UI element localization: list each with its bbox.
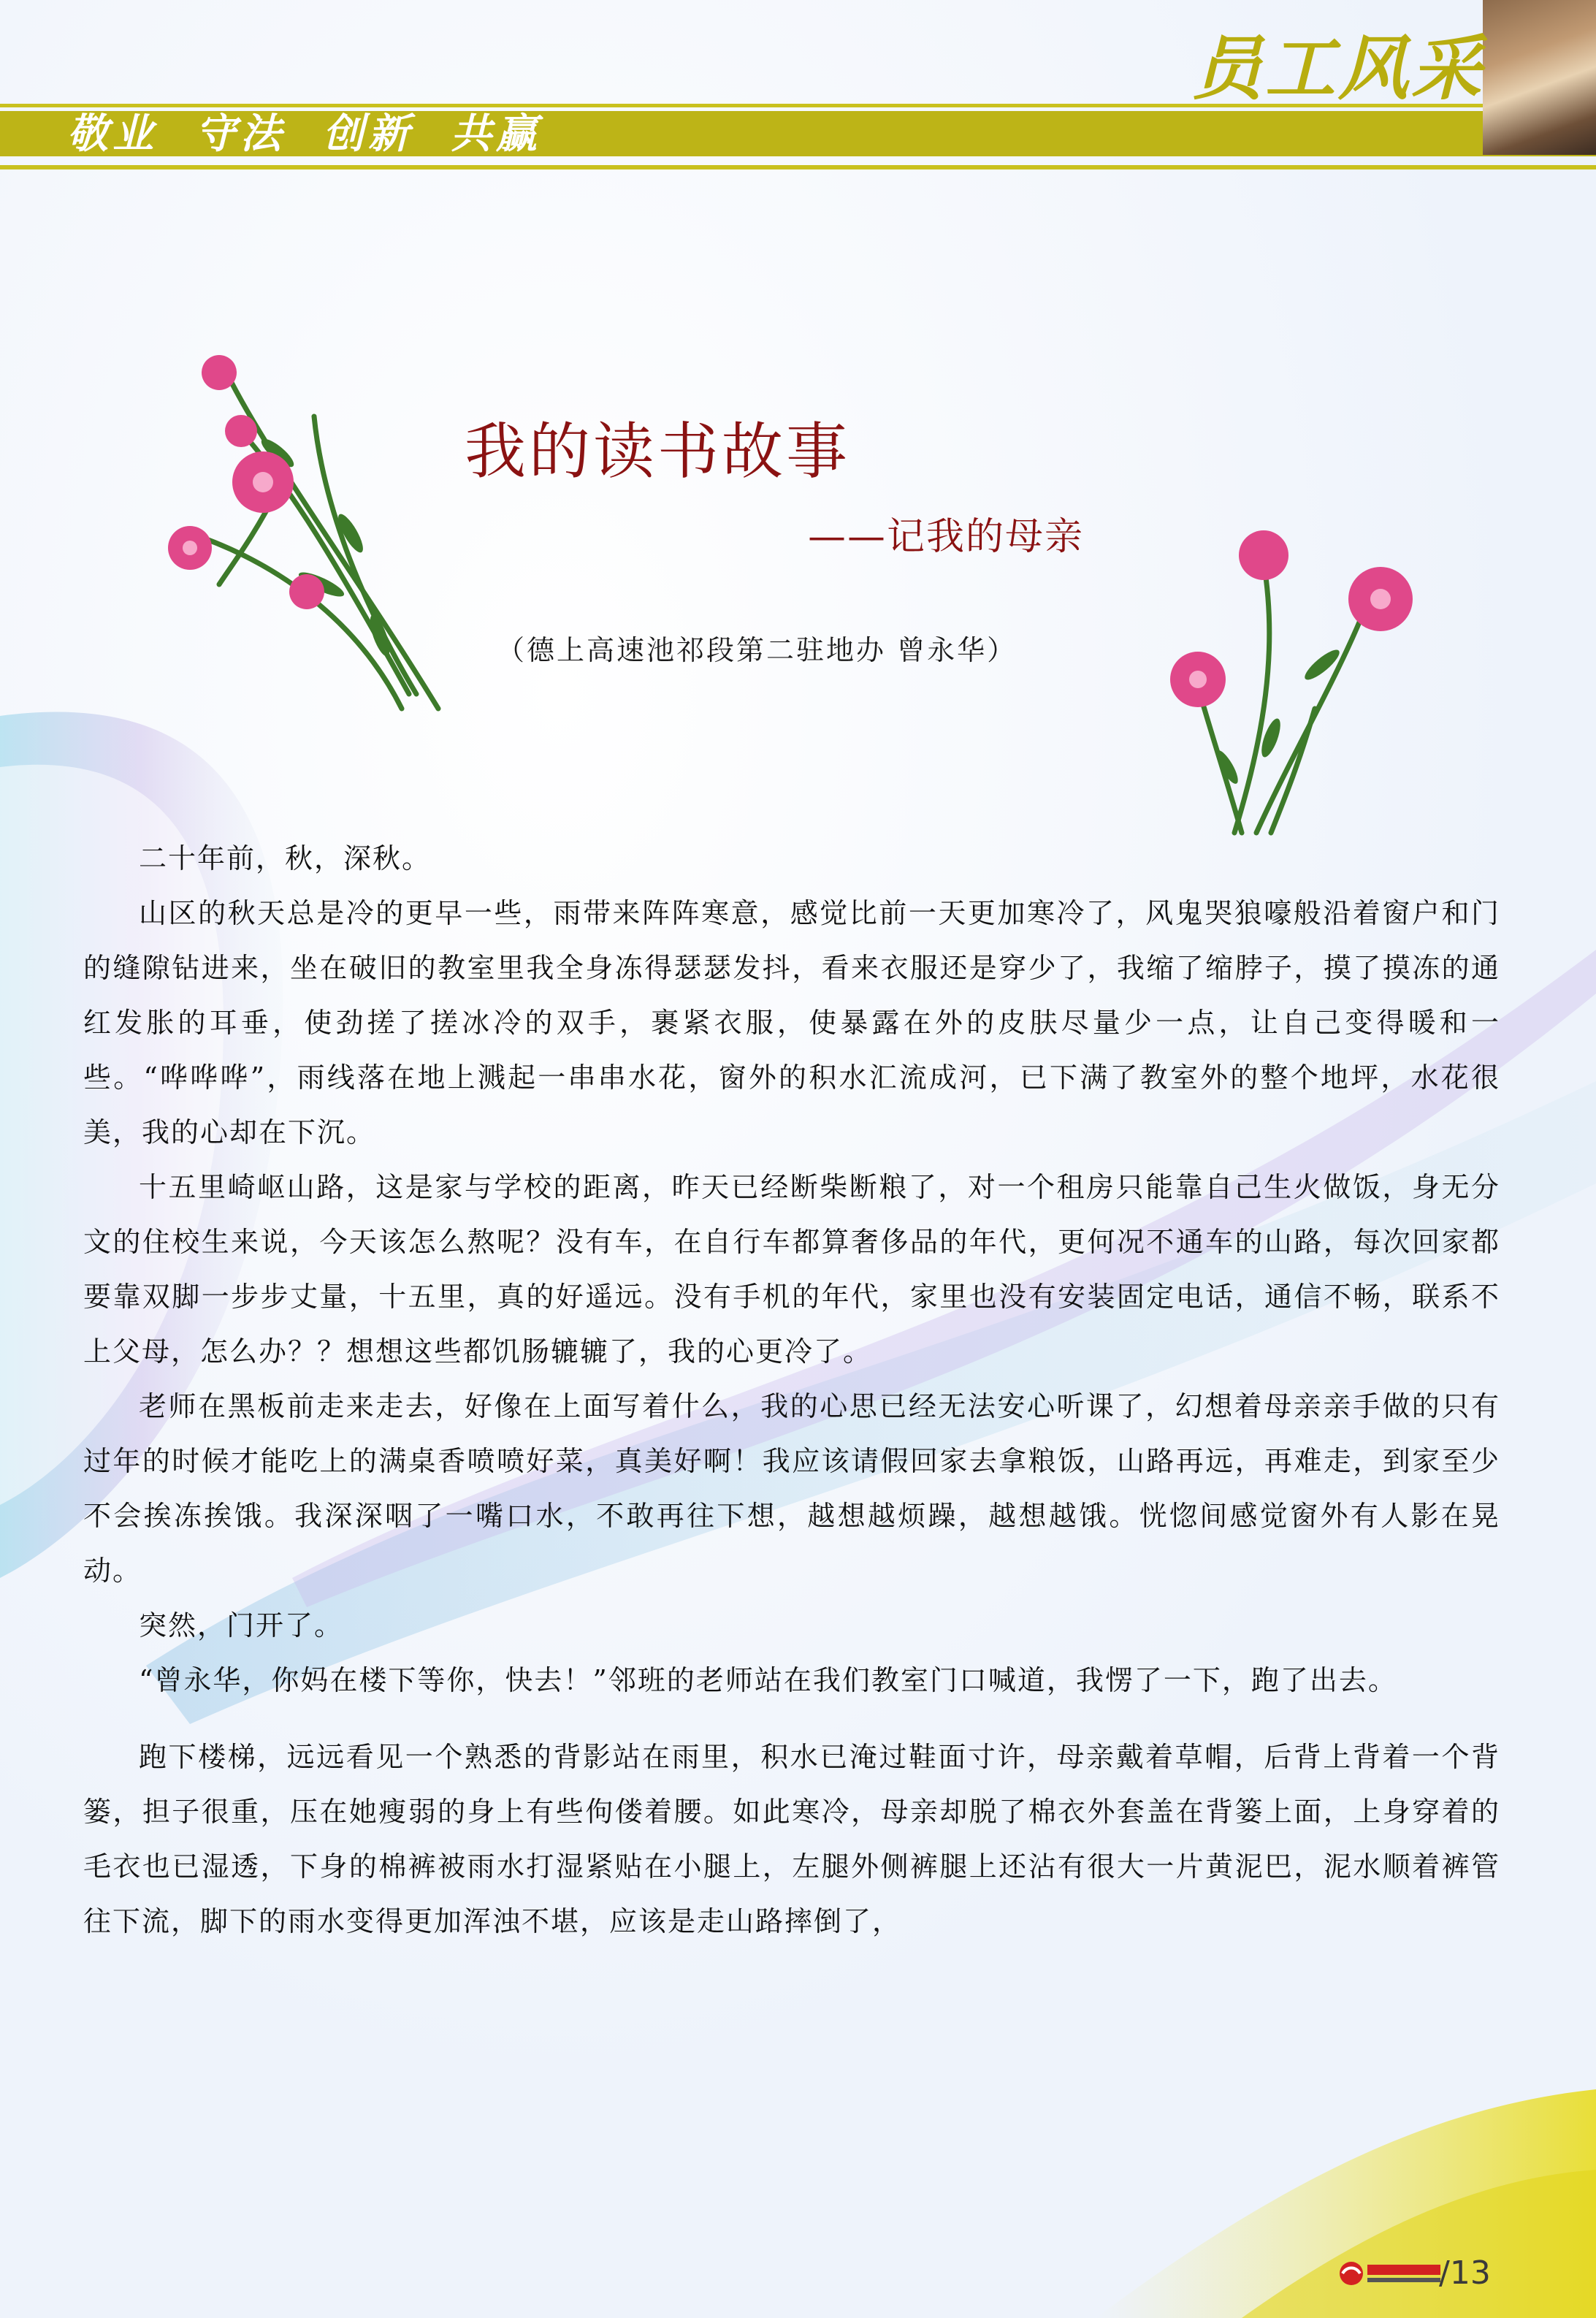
paragraph: 十五里崎岖山路，这是家与学校的距离，昨天已经断柴断粮了，对一个租房只能靠自己生火做饭，身无分文的住校生来说，今天该怎么熬呢？没有车，在自行车都算奢侈品的年代，更何况不通车的山路，每次回家都要靠双脚一步步丈量，十五里，真的好遥远。没有手机的年代，家里也没有安装固定电话，通信不畅，联系不上父母，怎么办？？想想这些都饥肠辘辘了，我的心更冷了。 bbox=[83, 1171, 1500, 1368]
publication-logo-icon bbox=[1337, 2257, 1446, 2290]
article-title: 我的读书故事 bbox=[465, 416, 851, 487]
author-byline: （德上高速池祁段第二驻地办 曾永华） bbox=[497, 634, 1017, 666]
section-title: 员工风采 bbox=[1192, 27, 1484, 110]
flower-illustration-right bbox=[1147, 519, 1454, 840]
paragraph: 突然，门开了。 bbox=[139, 1609, 344, 1642]
paragraph: 二十年前，秋，深秋。 bbox=[139, 842, 432, 874]
article-subtitle: ——记我的母亲 bbox=[808, 515, 1085, 559]
header-rule-bottom bbox=[0, 165, 1596, 169]
paragraph: 山区的秋天总是冷的更早一些，雨带来阵阵寒意，感觉比前一天更加寒冷了，风鬼哭狼嚎般沿着窗户和门的缝隙钻进来，坐在破旧的教室里我全身冻得瑟瑟发抖，看来衣服还是穿少了，我缩了缩脖子，摸了摸冻的通红发胀的耳垂，使劲搓了搓冰冷的双手，裹紧衣服，使暴露在外的皮肤尽量少一点，让自己变得暖和一些。“哗哗哗”，雨线落在地上溅起一串串水花，窗外的积水汇流成河，已下满了教室外的整个地坪，水花很美，我的心却在下沉。 bbox=[83, 897, 1500, 1148]
page-number: /13 bbox=[1439, 2254, 1491, 2292]
paragraph: 跑下楼梯，远远看见一个熟悉的背影站在雨里，积水已淹过鞋面寸许，母亲戴着草帽，后背上背着一个背篓，担子很重，压在她瘦弱的身上有些佝偻着腰。如此寒冷，母亲却脱了棉衣外套盖在背篓上面，上身穿着的毛衣也已湿透，下身的棉裤被雨水打湿紧贴在小腿上，左腿外侧裤腿上还沾有很大一片黄泥巴，泥水顺着裤管往下流，脚下的雨水变得更加浑浊不堪，应该是走山路摔倒了， bbox=[83, 1741, 1500, 1937]
article-body bbox=[83, 831, 1500, 1949]
paragraph: “曾永华，你妈在楼下等你，快去！”邻班的老师站在我们教室门口喊道，我愣了一下，跑了出去。 bbox=[139, 1664, 1397, 1696]
flower-illustration-left bbox=[168, 343, 475, 723]
paragraph: 老师在黑板前走来走去，好像在上面写着什么，我的心思已经无法安心听课了，幻想着母亲亲手做的只有过年的时候才能吃上的满桌香喷喷好菜，真美好啊！我应该请假回家去拿粮饭，山路再远，再难走，到家至少不会挨冻挨饿。我深深咽了一嘴口水，不敢再往下想，越想越烦躁，越想越饿。恍惚间感觉窗外有人影在晃动。 bbox=[83, 1390, 1500, 1587]
corner-photo bbox=[1483, 0, 1596, 155]
header-slogan: 敬业 守法 创新 共赢 bbox=[67, 110, 541, 158]
